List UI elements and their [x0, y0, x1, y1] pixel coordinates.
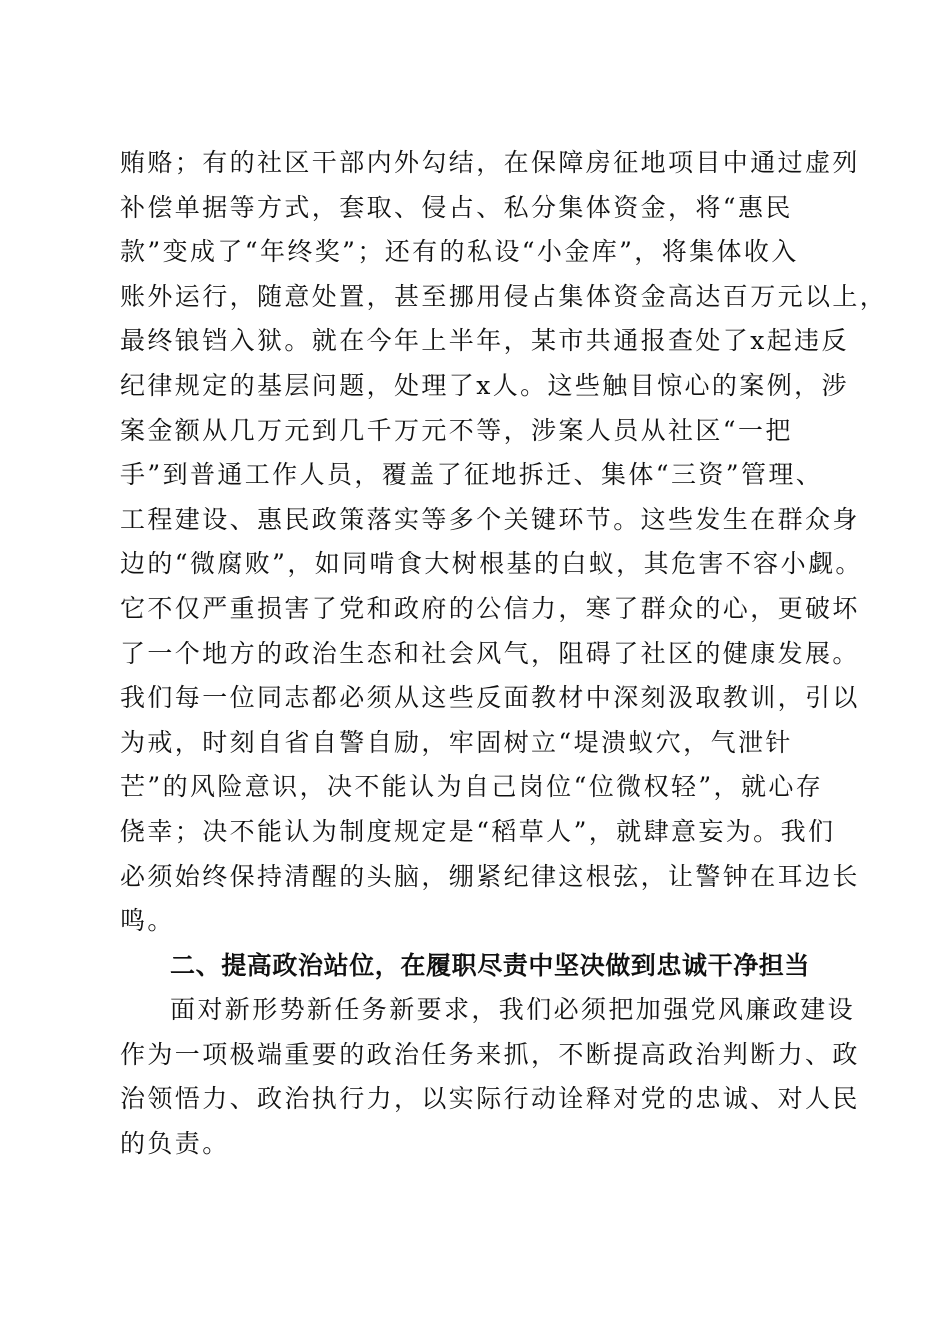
- text-line: 鸣。: [120, 906, 175, 936]
- text-line: 作为一项极端重要的政治任务来抓，不断提高政治判断力、政: [120, 1039, 860, 1069]
- section-heading: 二、提高政治站位，在履职尽责中坚决做到忠诚干净担当: [170, 950, 811, 980]
- text-line: 补偿单据等方式，套取、侵占、私分集体资金，将“惠民: [120, 192, 793, 222]
- text-line: 纪律规定的基层问题，处理了x人。这些触目惊心的案例，涉: [120, 370, 849, 400]
- text-line: 账外运行，随意处置，甚至挪用侵占集体资金高达百万元以上，: [120, 281, 888, 311]
- text-line: 的负责。: [120, 1129, 230, 1159]
- text-line: 了一个地方的政治生态和社会风气，阻碍了社区的健康发展。: [120, 638, 860, 668]
- paragraph-2: [120, 988, 860, 1166]
- text-line: 必须始终保持清醒的头脑，绷紧纪律这根弦，让警钟在耳边长: [120, 861, 860, 891]
- text-line: 最终锒铛入狱。就在今年上半年，某市共通报查处了x起违反: [120, 326, 849, 356]
- text-line: 我们每一位同志都必须从这些反面教材中深刻汲取教训，引以: [120, 683, 860, 713]
- text-line: 为戒，时刻自省自警自励，牢固树立“堤溃蚁穴，气泄针: [120, 727, 793, 757]
- text-line: 案金额从几万元到几千万元不等，涉案人员从社区“一把: [120, 415, 793, 445]
- text-line: 工程建设、惠民政策落实等多个关键环节。这些发生在群众身: [120, 504, 860, 534]
- paragraph-1: [120, 141, 888, 944]
- text-line: 侥幸；决不能认为制度规定是“稻草人”，就肆意妄为。我们: [120, 816, 836, 846]
- text-line: 手”到普通工作人员，覆盖了征地拆迁、集体“三资”管理、: [120, 460, 824, 490]
- text-line: 它不仅严重损害了党和政府的公信力，寒了群众的心，更破坏: [120, 593, 860, 623]
- text-line: 款”变成了“年终奖”；还有的私设“小金库”，将集体收入: [120, 237, 799, 267]
- text-line: 贿赂；有的社区干部内外勾结，在保障房征地项目中通过虚列: [120, 148, 860, 177]
- text-line: 芒”的风险意识，决不能认为自己岗位“位微权轻”，就心存: [120, 772, 824, 802]
- text-line: 治领悟力、政治执行力，以实际行动诠释对党的忠诚、对人民: [120, 1084, 860, 1114]
- text-line: 面对新形势新任务新要求，我们必须把加强党风廉政建设: [170, 995, 856, 1025]
- text-line: 边的“微腐败”，如同啃食大树根基的白蚁，其危害不容小觑。: [120, 549, 863, 579]
- document-body: [120, 141, 888, 1167]
